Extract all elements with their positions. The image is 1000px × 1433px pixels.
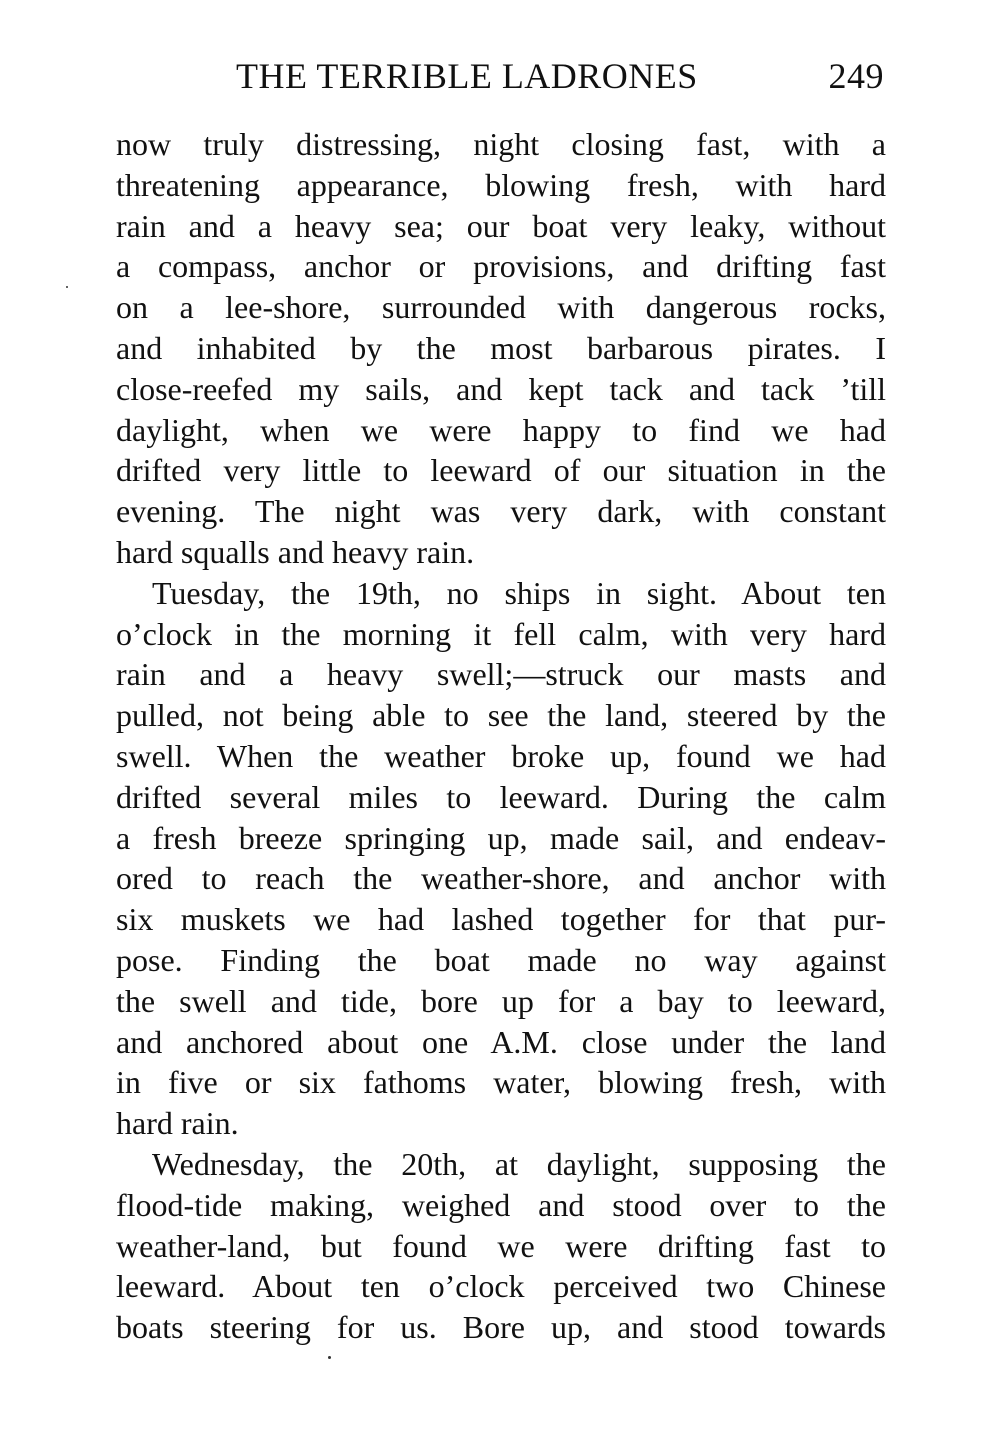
- text-line: leeward. About ten o’clock perceived two Chinese: [116, 1268, 886, 1305]
- text-line: drifted very little to leeward of our situation in the: [116, 452, 886, 489]
- paragraph-start-line: Wednesday, the 20th, at daylight, supposing the: [152, 1145, 886, 1182]
- text-line: and inhabited by the most barbarous pirates. I: [116, 329, 886, 366]
- paragraph-start-line: Tuesday, the 19th, no ships in sight. About ten: [152, 574, 886, 611]
- text-line: and anchored about one A.M. close under the land: [116, 1023, 886, 1060]
- running-title: THE TERRIBLE LADRONES: [236, 56, 698, 96]
- paragraph-end-line: hard rain.: [116, 1105, 239, 1142]
- text-line: rain and a heavy sea; our boat very leaky, without: [116, 207, 886, 244]
- text-line: a compass, anchor or provisions, and drifting fast: [116, 248, 886, 285]
- body-text: [116, 124, 886, 1348]
- text-line: evening. The night was very dark, with constant: [116, 493, 886, 530]
- text-line: in five or six fathoms water, blowing fresh, with: [116, 1064, 886, 1101]
- paragraph-end-line: hard squalls and heavy rain.: [116, 533, 475, 570]
- page-number: 249: [828, 56, 884, 96]
- running-head: [236, 52, 884, 100]
- text-line: now truly distressing, night closing fast, with a: [116, 126, 886, 162]
- text-line: pulled, not being able to see the land, steered by the: [116, 697, 886, 734]
- text-line: flood-tide making, weighed and stood over to the: [116, 1186, 886, 1223]
- text-line: weather-land, but found we were drifting fast to: [116, 1227, 886, 1264]
- text-line: rain and a heavy swell;—struck our masts and: [116, 656, 886, 693]
- text-line: boats steering for us. Bore up, and stood towards: [116, 1309, 886, 1346]
- text-line: o’clock in the morning it fell calm, with very hard: [116, 615, 886, 652]
- text-line: drifted several miles to leeward. During the calm: [116, 778, 886, 815]
- text-line: six muskets we had lashed together for that pur-: [116, 901, 886, 938]
- text-line: pose. Finding the boat made no way against: [116, 941, 886, 978]
- text-line: a fresh breeze springing up, made sail, and endeav-: [116, 819, 886, 856]
- print-speck: [66, 286, 68, 288]
- text-line: close-reefed my sails, and kept tack and tack ’till: [116, 370, 886, 407]
- text-line: threatening appearance, blowing fresh, with hard: [116, 166, 886, 203]
- text-line: on a lee-shore, surrounded with dangerous rocks,: [116, 289, 886, 326]
- text-line: daylight, when we were happy to find we had: [116, 411, 886, 448]
- text-line: ored to reach the weather-shore, and anchor with: [116, 860, 886, 897]
- text-line: the swell and tide, bore up for a bay to leeward,: [116, 982, 886, 1019]
- text-line: swell. When the weather broke up, found we had: [116, 737, 886, 774]
- print-speck: [328, 1356, 331, 1359]
